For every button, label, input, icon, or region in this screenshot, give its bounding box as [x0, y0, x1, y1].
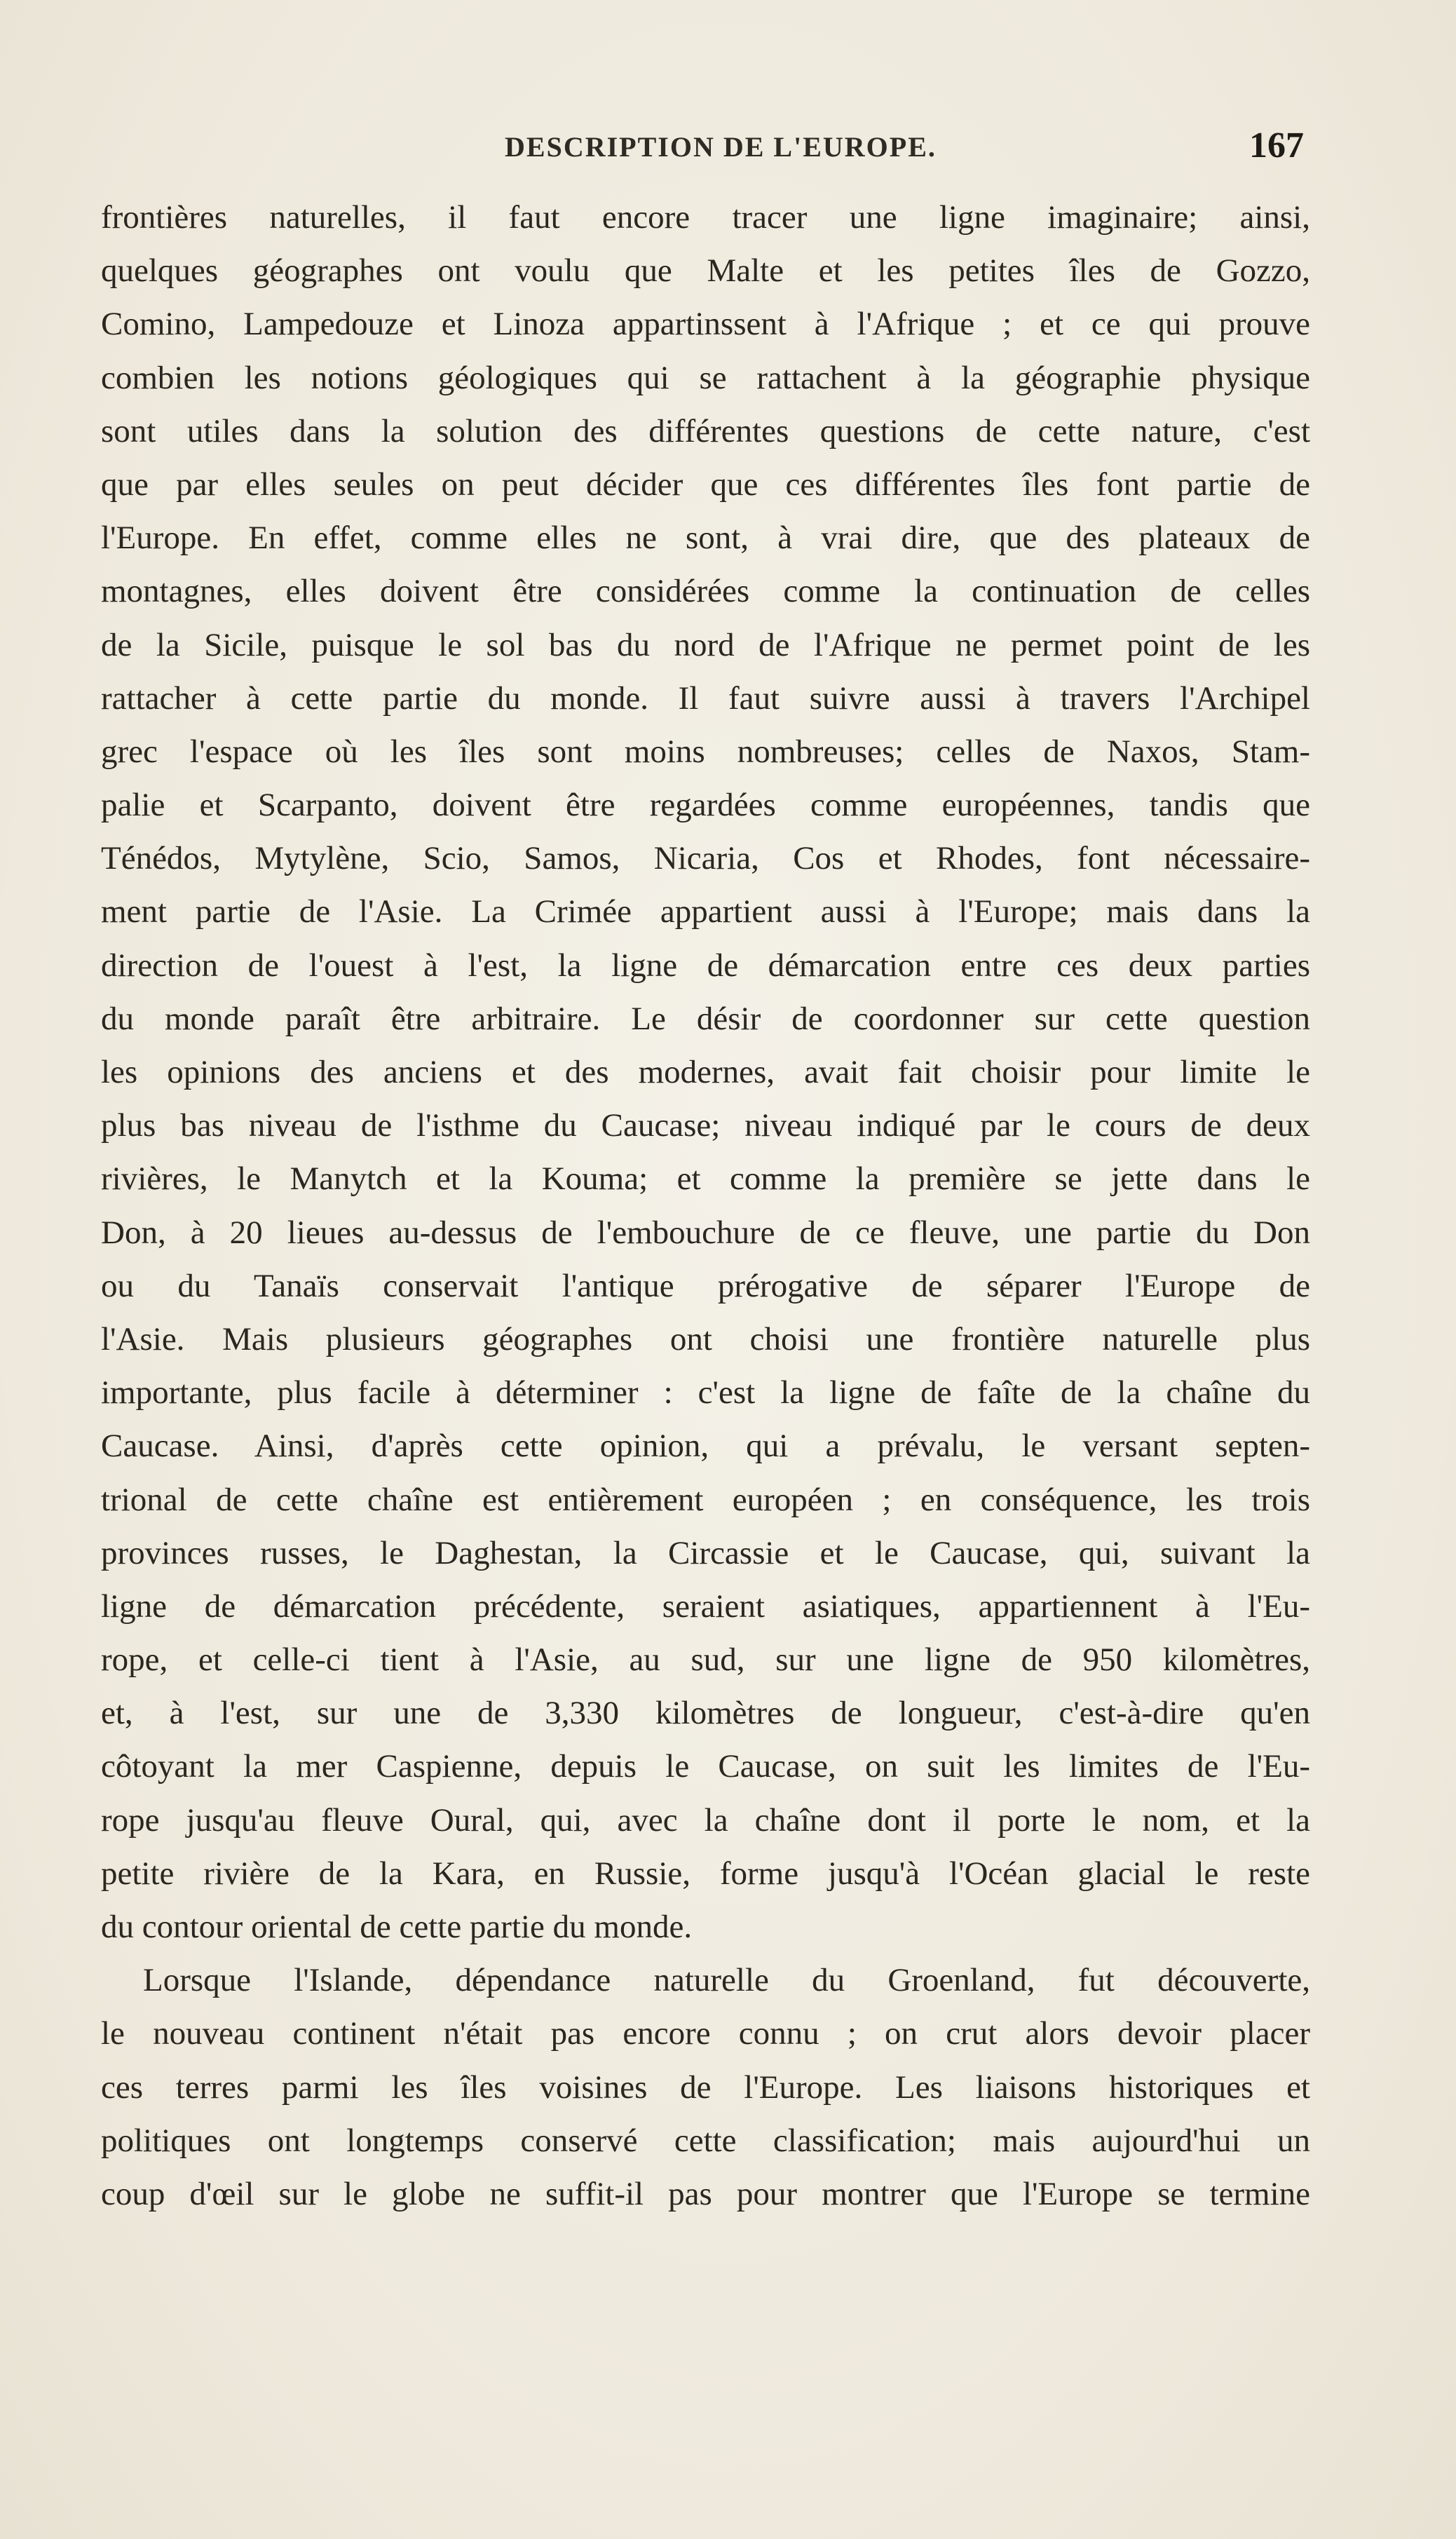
text-line: côtoyant la mer Caspienne, depuis le Caucase, on suit les limites de l'Eu- — [101, 1748, 1310, 1785]
text-line: et, à l'est, sur une de 3,330 kilomètres de longueur, c'est-à-dire qu'en — [101, 1695, 1310, 1732]
text-line: ligne de démarcation précédente, seraient asiatiques, appartiennent à l'Eu- — [101, 1587, 1310, 1625]
text-line: les opinions des anciens et des modernes, avait fait choisir pour limite le — [101, 1054, 1310, 1090]
text-line: provinces russes, le Daghestan, la Circassie et le Caucase, qui, suivant la — [101, 1534, 1310, 1571]
text-line: le nouveau continent n'était pas encore connu ; on crut alors devoir placer — [101, 2015, 1310, 2052]
text-line: politiques ont longtemps conservé cette classification; mais aujourd'hui un — [101, 2122, 1310, 2159]
text-line: rivières, le Manytch et la Kouma; et comme la première se jette dans le — [101, 1160, 1310, 1198]
text-line: du monde paraît être arbitraire. Le désir de coordonner sur cette question — [101, 1000, 1310, 1037]
text-line: Caucase. Ainsi, d'après cette opinion, qui a prévalu, le versant septen- — [101, 1428, 1310, 1465]
text-line: importante, plus facile à déterminer : c'est la ligne de faîte de la chaîne du — [101, 1374, 1310, 1411]
text-line: coup d'œil sur le globe ne suffit-il pas pour montrer que l'Europe se termine — [101, 2175, 1310, 2212]
text-line: plus bas niveau de l'isthme du Caucase; niveau indiqué par le cours de deux — [101, 1107, 1310, 1144]
text-line: l'Asie. Mais plusieurs géographes ont choisi une frontière naturelle plus — [101, 1320, 1310, 1357]
text-line: combien les notions géologiques qui se rattachent à la géographie physique — [101, 359, 1310, 396]
text-line: trional de cette chaîne est entièrement européen ; en conséquence, les trois — [101, 1481, 1310, 1518]
text-line: palie et Scarpanto, doivent être regardées comme européennes, tandis que — [101, 787, 1310, 824]
text-line: l'Europe. En effet, comme elles ne sont, à vrai dire, que des plateaux de — [101, 520, 1310, 557]
paragraph-end-line: du contour oriental de cette partie du monde. — [101, 1909, 693, 1945]
text-line: rope, et celle-ci tient à l'Asie, au sud, sur une ligne de 950 kilomètres, — [101, 1641, 1310, 1679]
text-line: frontières naturelles, il faut encore tracer une ligne imaginaire; ainsi, — [101, 199, 1310, 236]
text-line: Don, à 20 lieues au-dessus de l'embouchure de ce fleuve, une partie du Don — [101, 1214, 1310, 1251]
body-text — [101, 191, 1310, 2221]
text-line: Ténédos, Mytylène, Scio, Samos, Nicaria, Cos et Rhodes, font nécessaire- — [101, 840, 1310, 877]
text-line: ment partie de l'Asie. La Crimée appartient aussi à l'Europe; mais dans la — [101, 893, 1310, 930]
paragraph-start-line: Lorsque l'Islande, dépendance naturelle du Groenland, fut découverte, — [143, 1962, 1310, 1999]
text-line: que par elles seules on peut décider que ces différentes îles font partie de — [101, 466, 1310, 503]
text-line: direction de l'ouest à l'est, la ligne de démarcation entre ces deux parties — [101, 947, 1310, 984]
running-head — [0, 126, 1456, 168]
running-title: DESCRIPTION DE L'EUROPE. — [505, 131, 937, 163]
text-line: quelques géographes ont voulu que Malte et les petites îles de Gozzo, — [101, 252, 1310, 290]
text-line: petite rivière de la Kara, en Russie, forme jusqu'à l'Océan glacial le reste — [101, 1855, 1310, 1892]
text-line: montagnes, elles doivent être considérées comme la continuation de celles — [101, 573, 1310, 610]
text-line: Comino, Lampedouze et Linoza appartinssent à l'Afrique ; et ce qui prouve — [101, 306, 1310, 343]
text-line: de la Sicile, puisque le sol bas du nord de l'Afrique ne permet point de les — [101, 626, 1310, 663]
page-number: 167 — [1249, 126, 1304, 165]
text-line: ces terres parmi les îles voisines de l'Europe. Les liaisons historiques et — [101, 2069, 1310, 2106]
text-line: grec l'espace où les îles sont moins nombreuses; celles de Naxos, Stam- — [101, 733, 1310, 770]
text-line: rope jusqu'au fleuve Oural, qui, avec la chaîne dont il porte le nom, et la — [101, 1801, 1310, 1839]
text-line: sont utiles dans la solution des différentes questions de cette nature, c'est — [101, 412, 1310, 449]
text-line: rattacher à cette partie du monde. Il faut suivre aussi à travers l'Archipel — [101, 679, 1310, 717]
text-line: ou du Tanaïs conservait l'antique prérogative de séparer l'Europe de — [101, 1267, 1310, 1304]
